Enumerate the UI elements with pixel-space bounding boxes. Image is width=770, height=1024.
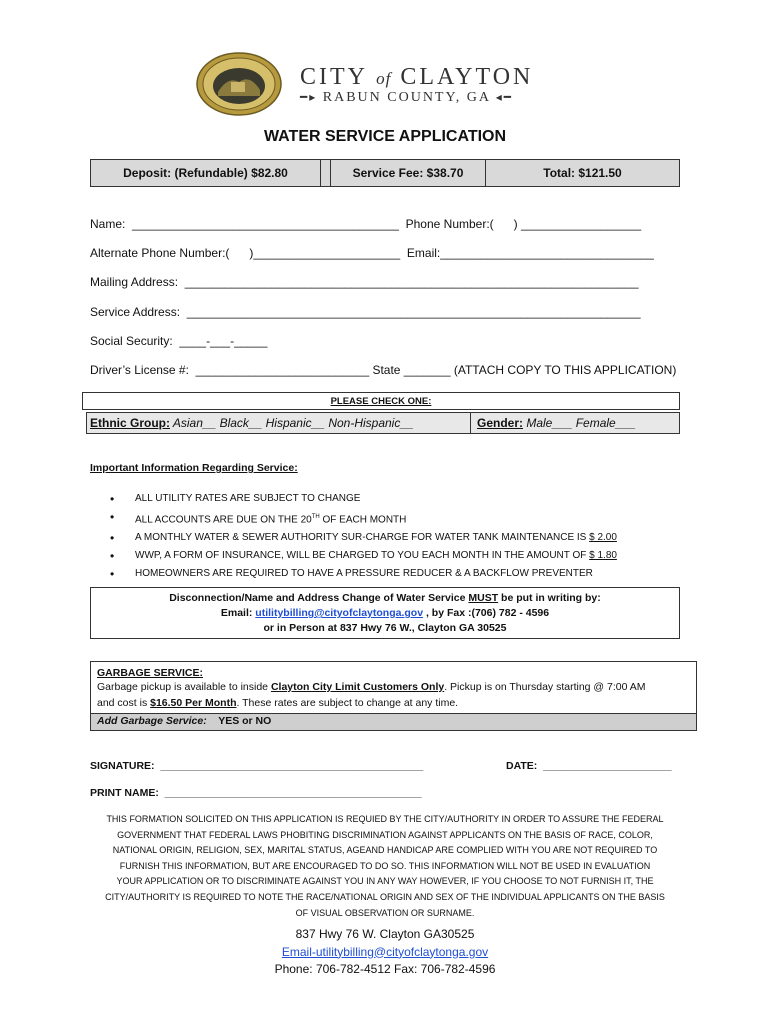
list-item: • WWP, A FORM OF INSURANCE, WILL BE CHARGED TO YOU EACH MONTH IN THE AMOUNT OF $ 1.80	[110, 547, 617, 565]
ethnic-group-options: Asian__ Black__ Hispanic__ Non-Hispanic__	[170, 416, 414, 430]
deposit-cell: Deposit: (Refundable) $82.80	[91, 160, 321, 186]
disconnection-notice	[90, 587, 680, 639]
legal-line: OF VISUAL OBSERVATION OR SURNAME.	[295, 907, 475, 918]
important-info-list	[110, 490, 617, 583]
print-name-field[interactable]: PRINT NAME: ____________________________________________	[90, 787, 422, 799]
disconnection-line3: or in Person at 837 Hwy 76 W., Clayton GA 30525	[263, 622, 507, 634]
garbage-service-title: GARBAGE SERVICE:	[97, 667, 203, 679]
city-seal-icon	[196, 52, 282, 116]
mailing-address-field[interactable]: Mailing Address: ____________________________________________________________________	[90, 275, 639, 289]
name-phone-field[interactable]: Name: ________________________________________ Phone Number:( ) __________________	[90, 217, 642, 231]
gender-cell[interactable]	[471, 413, 679, 433]
garbage-service-box	[90, 661, 697, 731]
legal-line: CITY/AUTHORITY IS REQUIRED TO NOTE THE RACE/NATIONAL ORIGIN AND SEX OF THE INDIVIDUAL APPLICANTS ON THE BASIS	[105, 891, 665, 902]
alt-phone-email-field[interactable]: Alternate Phone Number:( )______________________ Email:________________________________	[90, 246, 654, 260]
ethnic-group-cell[interactable]	[87, 413, 471, 433]
brand-line2: ━▸ RABUN COUNTY, GA ◂━	[300, 90, 513, 105]
important-info-title: Important Information Regarding Service:	[90, 462, 298, 474]
footer-email-link[interactable]: Email-utilitybilling@cityofclaytonga.gov	[281, 944, 489, 959]
footer-address: 837 Hwy 76 W. Clayton GA30525	[295, 927, 475, 941]
fee-table	[90, 159, 680, 187]
legal-line: GOVERNMENT THAT FEDERAL LAWS PHOBITING DISCRIMINATION AGAINST APPLICANTS ON THE BASIS OF RACE, COLOR,	[117, 829, 653, 840]
signature-field[interactable]: SIGNATURE: _____________________________________________	[90, 760, 424, 772]
disconnection-line2: Email: utilitybilling@cityofclaytonga.gov , by Fax :(706) 782 - 4596	[220, 607, 550, 619]
list-item: • HOMEOWNERS ARE REQUIRED TO HAVE A PRESSURE REDUCER & A BACKFLOW PREVENTER	[110, 565, 617, 583]
legal-line: YOUR APPLICATION OR TO DISCRIMINATE AGAINST YOU IN ANY WAY HOWEVER, IF YOU CHOOSE TO NOT FURNISH IT, THE	[116, 876, 654, 887]
legal-line: FURNISH THIS INFORMATION, BUT ARE ENCOURAGED TO DO SO. THIS INFORMATION WILL NOT BE USED IN EVALUATION	[119, 860, 651, 871]
footer-phone: Phone: 706-782-4512 Fax: 706-782-4596	[274, 962, 496, 976]
footer	[0, 926, 770, 979]
gender-options: Male___ Female___	[523, 416, 636, 430]
date-field[interactable]: DATE: ______________________	[506, 760, 672, 772]
ethnic-group-label: Ethnic Group:	[90, 416, 170, 430]
total-cell: Total: $121.50	[543, 166, 622, 180]
gender-label: Gender:	[477, 416, 524, 430]
legal-notice	[90, 812, 680, 921]
disconnection-line1: Disconnection/Name and Address Change of Water Service MUST be put in writing by:	[169, 592, 601, 604]
ethnic-gender-row	[86, 412, 680, 434]
list-item: • ALL ACCOUNTS ARE DUE ON THE 20TH OF EACH MONTH	[110, 508, 617, 529]
check-one-header: PLEASE CHECK ONE:	[82, 392, 680, 410]
page-title: WATER SERVICE APPLICATION	[263, 128, 507, 145]
list-item: • A MONTHLY WATER & SEWER AUTHORITY SUR-CHARGE FOR WATER TANK MAINTENANCE IS $ 2.00	[110, 529, 617, 547]
brand-line1: CITY of CLAYTON	[300, 64, 534, 90]
social-security-field[interactable]: Social Security: ____-___-_____	[90, 334, 268, 348]
add-garbage-service-row[interactable]: Add Garbage Service: YES or NO	[91, 713, 696, 730]
service-address-field[interactable]: Service Address: ____________________________________________________________________	[90, 305, 641, 319]
legal-line: NATIONAL ORIGIN, RELIGION, SEX, MARITAL STATUS, AGEAND HANDICAP ARE COMPLIED WITH YOU ARE NOT REQUIRED TO	[112, 845, 658, 856]
utility-email-link[interactable]: utilitybilling@cityofclaytonga.gov	[255, 607, 424, 619]
garbage-service-line2: and cost is $16.50 Per Month. These rates are subject to change at any time.	[97, 697, 459, 709]
legal-line: THIS FORMATION SOLICITED ON THIS APPLICATION IS REQUIED BY THE CITY/AUTHORITY IN ORDER TO ASSURE THE FEDERAL	[106, 814, 664, 824]
drivers-license-field[interactable]: Driver’s License #: __________________________ State _______ (ATTACH COPY TO THIS APPLICATION)	[90, 363, 677, 377]
fee-gap-cell	[321, 160, 331, 186]
service-fee-cell: Service Fee: $38.70	[331, 160, 486, 186]
list-item: • ALL UTILITY RATES ARE SUBJECT TO CHANGE	[110, 490, 617, 508]
garbage-service-line1: Garbage pickup is available to inside Clayton City Limit Customers Only. Pickup is on Thursday starting @ 7:00 AM	[97, 681, 646, 693]
